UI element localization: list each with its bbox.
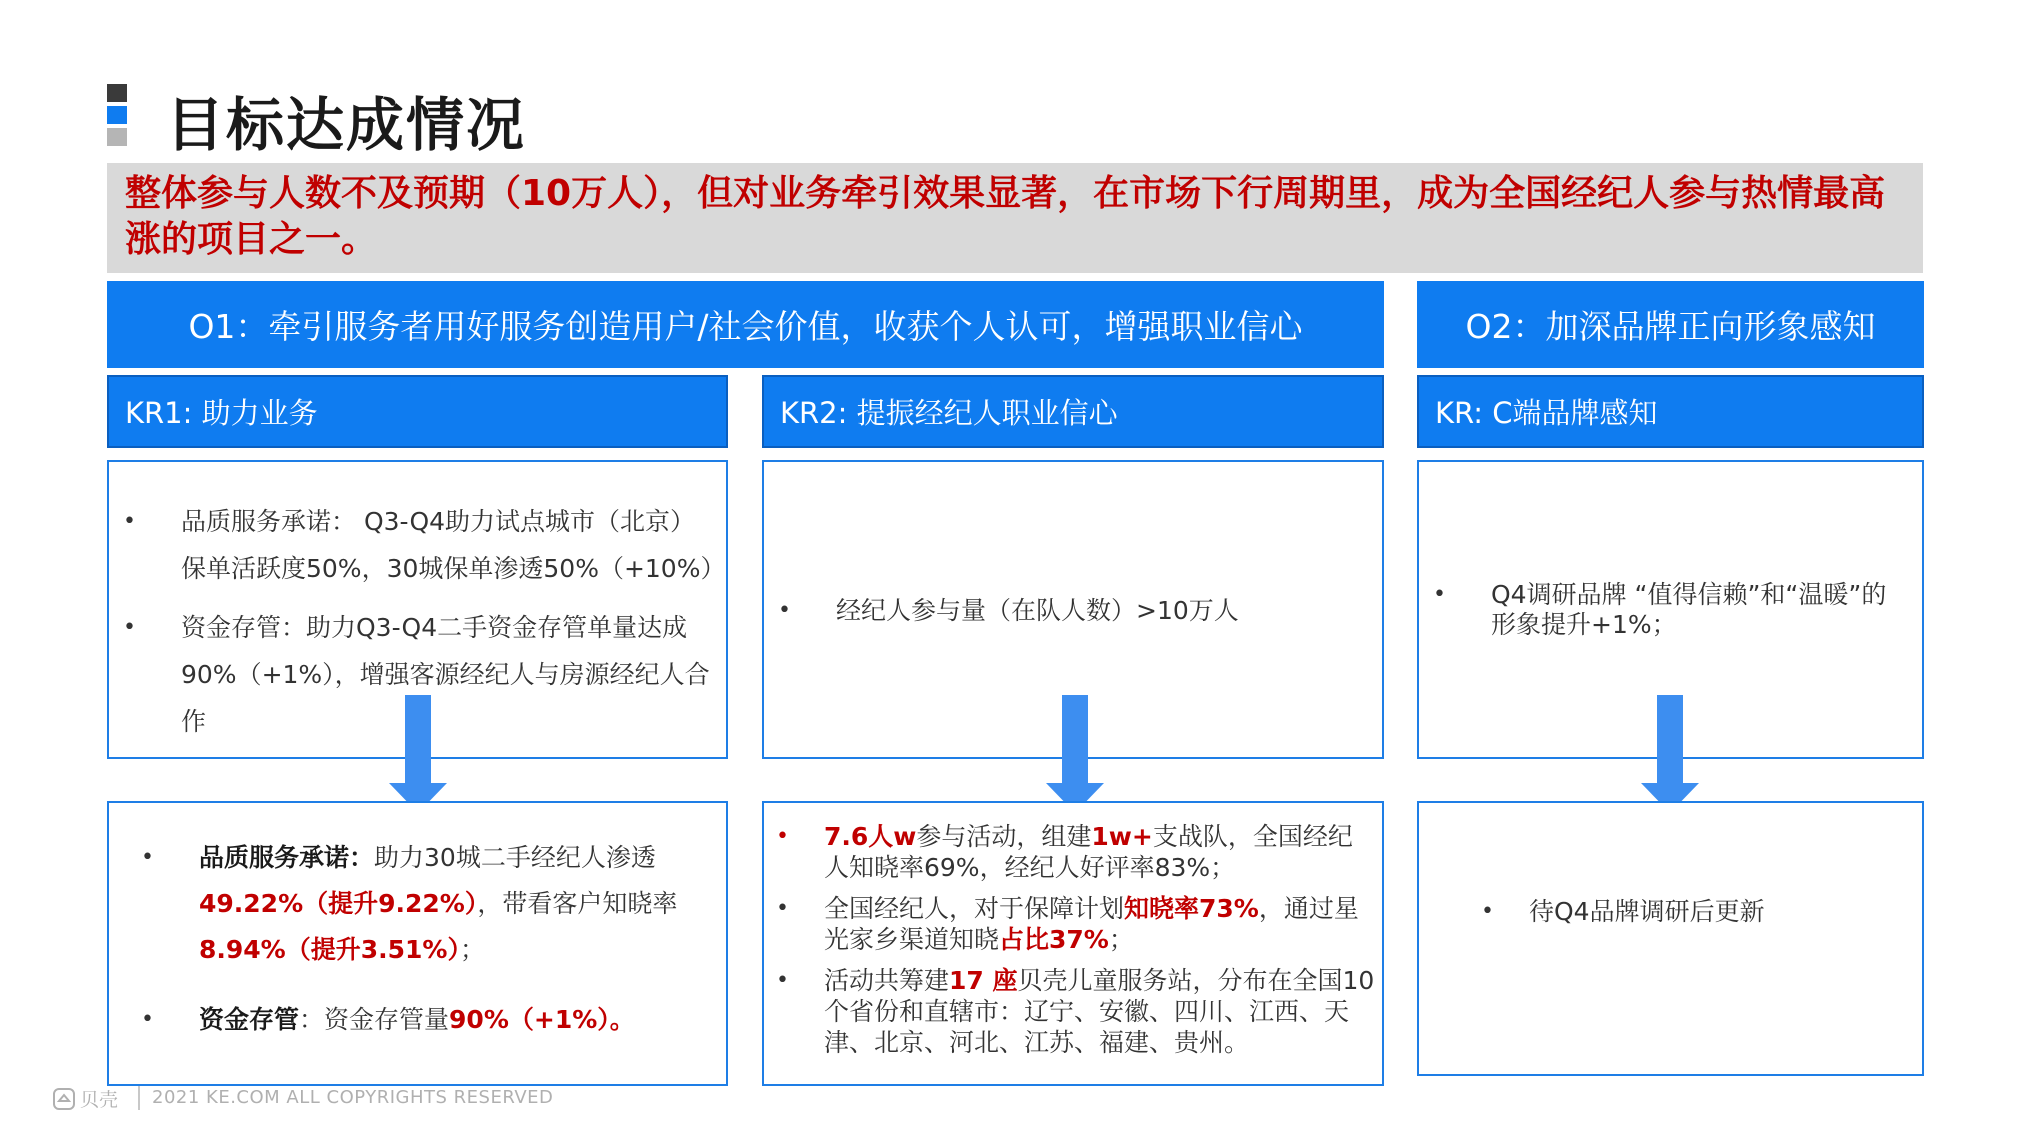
result-text: ，通过星光家乡渠道知晓 — [824, 894, 1359, 954]
title-deco-gray — [107, 128, 127, 146]
list-item — [141, 997, 711, 1043]
page-title: 目标达成情况 — [166, 91, 527, 159]
title-deco-blue — [107, 106, 127, 124]
kr3-target-1: Q4调研品牌 “值得信赖”和“温暖”的形象提升+1%； — [1491, 580, 1887, 639]
kr3-result-box — [1417, 801, 1924, 1076]
list-item — [778, 594, 1368, 628]
result-text: ； — [1108, 925, 1134, 954]
bullet-dot: • — [123, 615, 136, 640]
bullet-dot: • — [776, 896, 789, 921]
result-label: 品质服务承诺： — [199, 843, 375, 872]
list-item — [1433, 580, 1909, 640]
result-label: 资金存管 — [199, 1005, 300, 1034]
bullet-dot: • — [778, 598, 791, 623]
result-value: 90%（+1%）。 — [449, 1005, 635, 1034]
footer-copyright: 2021 KE.COM ALL COPYRIGHTS RESERVED — [152, 1087, 554, 1108]
bullet-dot: • — [776, 824, 789, 849]
result-text: 活动共筹建 — [824, 966, 950, 995]
footer-logo-text: 贝壳 — [80, 1089, 119, 1111]
result-value: 7.6人w — [824, 822, 917, 851]
result-value: 49.22%（提升9.22%） — [199, 889, 478, 918]
kr1-target-1: 品质服务承诺： Q3-Q4助力试点城市（北京）保单活跃度50%，30城保单渗透50%（+10%） — [181, 507, 726, 583]
kr3-result-1: 待Q4品牌调研后更新 — [1529, 897, 1765, 926]
result-text: ，带看客户知晓率 — [477, 889, 678, 918]
bullet-dot: • — [141, 845, 154, 870]
result-value: 占比37% — [999, 925, 1109, 954]
footer-logo — [52, 1085, 118, 1112]
bullet-dot: • — [1481, 899, 1494, 924]
objective-o2: O2：加深品牌正向形象感知 — [1417, 281, 1924, 368]
bullet-dot: • — [776, 968, 789, 993]
bullet-dot: • — [123, 509, 136, 534]
result-value: 17 座 — [949, 966, 1018, 995]
list-item — [141, 835, 711, 973]
result-text: 支战队，全国经纪人知晓率69%，经纪人好评率83%； — [824, 822, 1353, 882]
result-text: 贝壳儿童服务站，分布在全国10个省份和直辖市：辽宁、安徽、四川、江西、天津、北京、河北、江苏、福建、贵州。 — [824, 966, 1375, 1057]
objective-o1: O1：牵引服务者用好服务创造用户/社会价值，收获个人认可，增强职业信心 — [107, 281, 1384, 368]
kr2-target-1: 经纪人参与量（在队人数）>10万人 — [836, 596, 1239, 625]
result-text: 全国经纪人，对于保障计划 — [824, 894, 1125, 923]
result-text: ：资金存管量 — [299, 1005, 450, 1034]
arrow-down-icon — [389, 695, 447, 813]
list-item — [776, 965, 1376, 1058]
result-value: 知晓率73% — [1124, 894, 1259, 923]
arrow-down-icon — [1046, 695, 1104, 813]
arrow-down-icon — [1641, 695, 1699, 813]
kr1-result-box — [107, 801, 728, 1086]
kr1-target-2: 资金存管：助力Q3-Q4二手资金存管单量达成90%（+1%），增强客源经纪人与房源经纪人合作 — [181, 613, 710, 736]
result-text: 参与活动，组建 — [916, 822, 1092, 851]
title-deco-dark — [107, 84, 127, 102]
list-item — [776, 821, 1376, 883]
bullet-dot: • — [141, 1007, 154, 1032]
result-text: ； — [459, 935, 485, 964]
shell-logo-icon — [52, 1087, 76, 1111]
kr1-header: KR1: 助力业务 — [107, 375, 728, 448]
footer-divider — [138, 1086, 140, 1110]
result-value: 8.94%（提升3.51%） — [199, 935, 460, 964]
list-item — [1481, 895, 1911, 929]
bullet-dot: • — [1433, 582, 1446, 607]
list-item — [123, 498, 726, 592]
kr2-header: KR2: 提振经纪人职业信心 — [762, 375, 1384, 448]
kr3-header: KR: C端品牌感知 — [1417, 375, 1924, 448]
result-text: 助力30城二手经纪人渗透 — [374, 843, 656, 872]
result-value: 1w+ — [1091, 822, 1153, 851]
summary-banner: 整体参与人数不及预期（10万人），但对业务牵引效果显著，在市场下行周期里，成为全国经纪人参与热情最高涨的项目之一。 — [107, 163, 1923, 273]
list-item — [776, 893, 1376, 955]
kr2-result-box — [762, 801, 1384, 1086]
